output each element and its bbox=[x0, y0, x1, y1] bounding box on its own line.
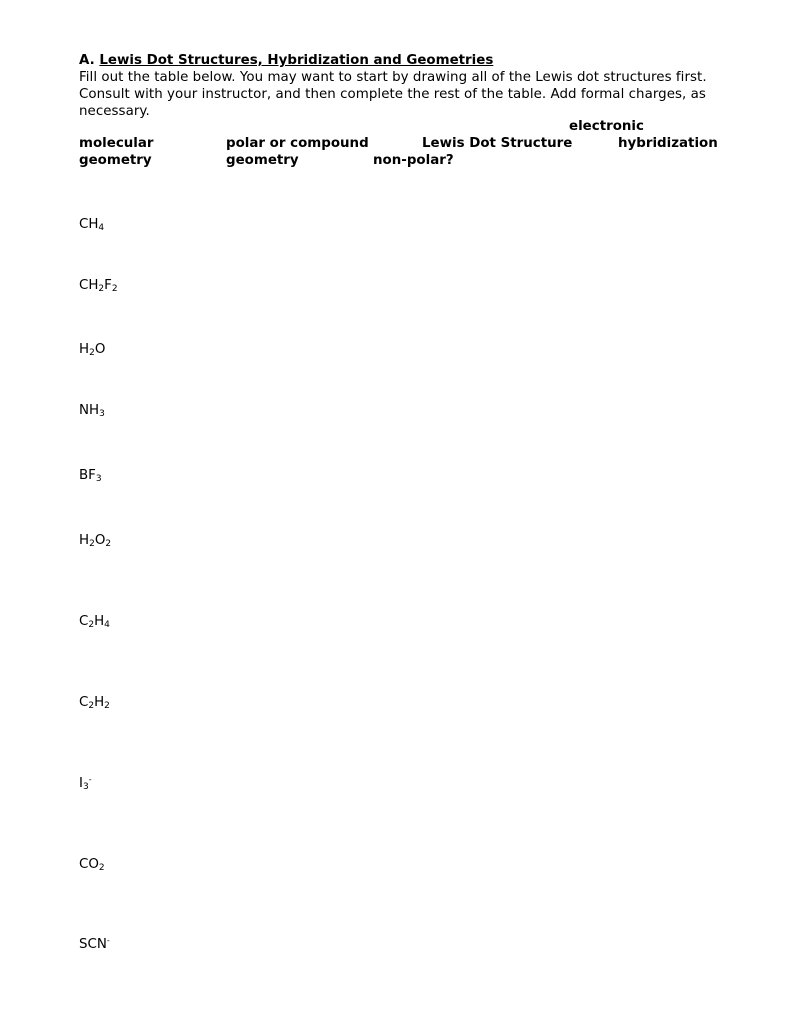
instruction-line: Consult with your instructor, and then complete the rest of the table. Add formal charges, as bbox=[79, 87, 706, 102]
compound-label bbox=[79, 533, 111, 549]
compound-label bbox=[79, 695, 110, 711]
formula-charge: - bbox=[106, 936, 110, 945]
formula-element: F bbox=[104, 278, 112, 293]
compound-label bbox=[79, 217, 104, 233]
formula-subscript: 4 bbox=[98, 223, 105, 233]
instructions bbox=[79, 69, 724, 120]
section-prefix: A. bbox=[79, 53, 95, 68]
formula-subscript: 2 bbox=[88, 620, 95, 630]
formula-element: C bbox=[79, 614, 89, 629]
formula-element: CH bbox=[79, 278, 99, 293]
compound-label bbox=[79, 857, 105, 873]
compound-label bbox=[79, 776, 92, 792]
column-header-molecular: molecular bbox=[79, 136, 154, 151]
formula-element: CO bbox=[79, 857, 99, 872]
formula-element: O bbox=[94, 342, 106, 357]
column-header-hybridization: hybridization bbox=[618, 136, 718, 151]
column-header-nonpolar: non-polar? bbox=[373, 153, 454, 168]
formula-subscript: 2 bbox=[88, 701, 95, 711]
formula-subscript: 2 bbox=[89, 539, 95, 549]
formula-element: H bbox=[94, 614, 105, 629]
formula-element: BF bbox=[79, 468, 96, 483]
section-heading bbox=[79, 52, 493, 69]
formula-subscript: 2 bbox=[111, 284, 118, 294]
formula-element: C bbox=[79, 695, 89, 710]
formula-subscript: 2 bbox=[105, 539, 112, 549]
formula-subscript: 2 bbox=[89, 348, 95, 358]
compound-label bbox=[79, 614, 110, 630]
formula-subscript: 3 bbox=[82, 782, 89, 792]
compound-label bbox=[79, 468, 102, 484]
formula-element: NH bbox=[79, 403, 100, 418]
formula-element: H bbox=[94, 695, 105, 710]
compound-label bbox=[79, 937, 110, 953]
compound-label bbox=[79, 342, 105, 358]
instruction-line: necessary. bbox=[79, 104, 150, 119]
formula-charge: - bbox=[88, 775, 92, 784]
column-header-molecular-geometry: geometry bbox=[79, 153, 152, 168]
compound-label bbox=[79, 403, 105, 419]
formula-element: H bbox=[79, 533, 90, 548]
compound-label bbox=[79, 278, 118, 294]
column-header-polar: polar or compound bbox=[226, 136, 369, 151]
formula-element: I bbox=[79, 776, 83, 791]
column-header-compound-geometry: geometry bbox=[226, 153, 299, 168]
formula-subscript: 3 bbox=[99, 409, 105, 419]
formula-subscript: 3 bbox=[95, 474, 102, 484]
column-header-lewis: Lewis Dot Structure bbox=[422, 136, 573, 151]
formula-element: H bbox=[79, 342, 90, 357]
formula-subscript: 2 bbox=[104, 701, 110, 711]
formula-element: CH bbox=[79, 217, 99, 232]
formula-element: O bbox=[94, 533, 106, 548]
formula-subscript: 2 bbox=[98, 863, 105, 873]
section-title: Lewis Dot Structures, Hybridization and Geometries bbox=[99, 53, 494, 68]
formula-subscript: 2 bbox=[98, 284, 105, 294]
formula-element: SCN bbox=[79, 937, 107, 952]
formula-subscript: 4 bbox=[104, 620, 110, 630]
instruction-line: Fill out the table below. You may want to start by drawing all of the Lewis dot structures first. bbox=[79, 70, 707, 85]
column-header-electronic: electronic bbox=[569, 119, 644, 134]
